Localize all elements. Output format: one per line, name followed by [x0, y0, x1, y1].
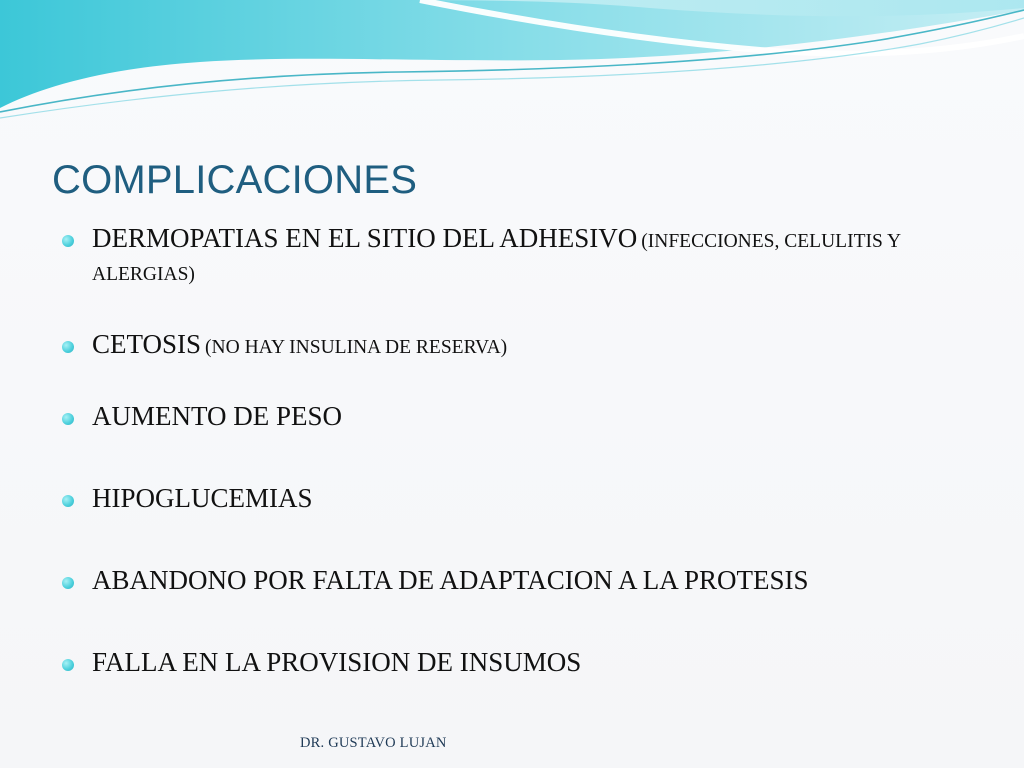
bullet-main-text: AUMENTO DE PESO	[92, 401, 343, 431]
bullet-main-text: DERMOPATIAS EN EL SITIO DEL ADHESIVO	[92, 223, 638, 253]
bullet-item	[62, 482, 962, 514]
bullet-main-text: HIPOGLUCEMIAS	[92, 483, 313, 513]
bullet-dot-icon	[62, 659, 74, 671]
bullet-dot-icon	[62, 341, 74, 353]
bullet-item	[62, 328, 962, 360]
bullet-item	[62, 564, 962, 596]
bullet-main-text: ABANDONO POR FALTA DE ADAPTACION A LA PROTESIS	[92, 565, 809, 595]
bullet-main-text: FALLA EN LA PROVISION DE INSUMOS	[92, 647, 582, 677]
bullet-dot-icon	[62, 235, 74, 247]
bullet-dot-icon	[62, 413, 74, 425]
bullet-text	[92, 222, 972, 292]
slide-title: COMPLICACIONES	[52, 158, 418, 202]
bullet-item	[62, 400, 962, 432]
bullet-text	[92, 329, 508, 359]
bullet-item	[62, 646, 962, 678]
bullet-dot-icon	[62, 577, 74, 589]
bullet-dot-icon	[62, 495, 74, 507]
bullet-main-text: CETOSIS	[92, 329, 202, 359]
bullet-sub-text: (NO HAY INSULINA DE RESERVA)	[205, 337, 508, 358]
bullet-sub-text: (INFECCIONES, CELULITIS Y ALERGIAS)	[92, 231, 901, 285]
bullet-list	[62, 222, 962, 678]
bullet-item	[62, 222, 962, 292]
slide-footer: DR. GUSTAVO LUJAN	[300, 735, 447, 751]
wave-header-decoration	[0, 0, 1024, 130]
